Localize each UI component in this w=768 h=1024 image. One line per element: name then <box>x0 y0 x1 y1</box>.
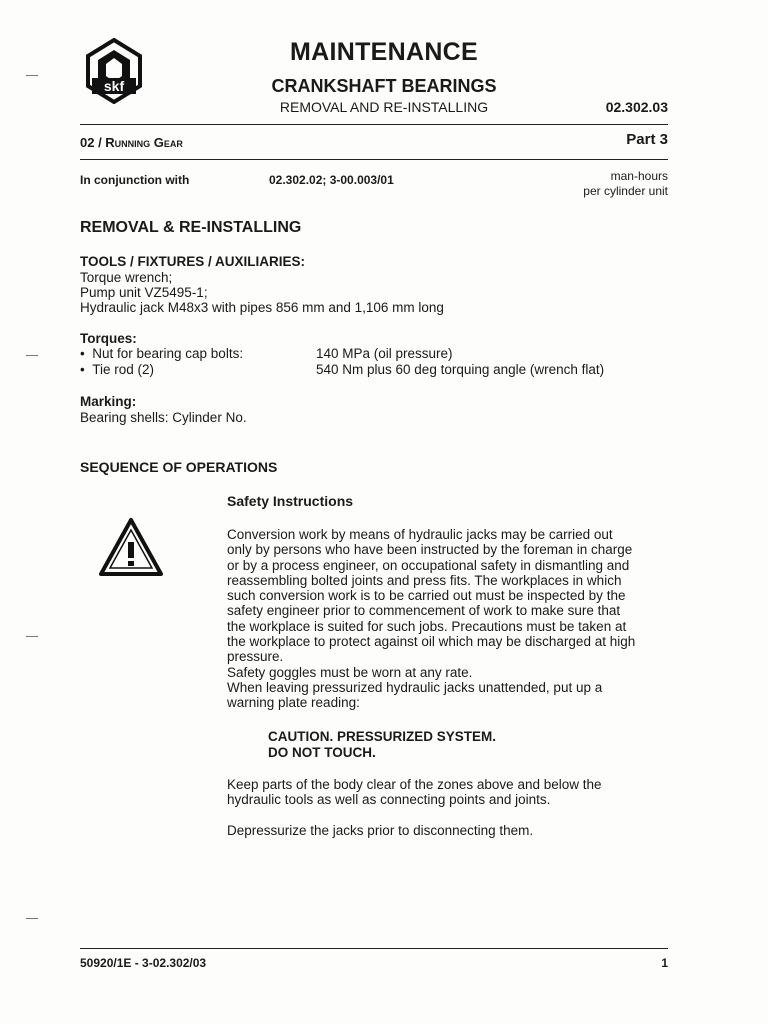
manhours-label: man-hours per cylinder unit <box>583 169 668 198</box>
safety-paragraph: Conversion work by means of hydraulic jacks may be carried out only by persons who have been instructed by the foreman in charge or by a process engineer, on occupational safety in dismantling and reassembling bolted joints and press fits. The workplaces in which such conversion work is to be carried out must be inspected by the safety engineer prior to commencement of work to make sure that the workplace is suited for such jobs. Precautions must be taken at the workplace to protect against oil which may be discharged at high pressure. Safety goggles must be worn at any rate. When leaving pressurized hydraulic jacks unattended, put up a warning plate reading: <box>227 527 636 711</box>
header-divider <box>80 124 668 125</box>
footer-divider <box>80 948 668 949</box>
torque-value: 140 MPa (oil pressure) <box>316 346 453 361</box>
group-label: 02 / Running Gear <box>80 135 183 150</box>
torque-item: • Tie rod (2) <box>80 362 154 377</box>
bullet-icon: • <box>80 346 93 361</box>
part-label: Part 3 <box>626 131 668 148</box>
marking-heading: Marking: <box>80 394 137 409</box>
safety-heading: Safety Instructions <box>227 493 354 509</box>
page-number: 1 <box>661 956 668 970</box>
margin-mark <box>26 636 38 637</box>
bullet-icon: • <box>80 362 93 377</box>
page-subtitle-secondary: REMOVAL AND RE-INSTALLING <box>279 99 489 115</box>
torque-item: • Nut for bearing cap bolts: <box>80 346 244 361</box>
page-title: MAINTENANCE <box>289 38 479 66</box>
conjunction-refs: 02.302.02; 3-00.003/01 <box>269 173 394 187</box>
tool-item: Torque wrench; <box>80 270 173 285</box>
section-heading: REMOVAL & RE-INSTALLING <box>80 219 302 236</box>
body-clear-paragraph: Keep parts of the body clear of the zones above and below the hydraulic tools as well as connecting points and joints. <box>227 777 602 808</box>
document-number: 02.302.03 <box>605 99 668 115</box>
tools-heading: TOOLS / FIXTURES / AUXILIARIES: <box>80 254 306 269</box>
margin-mark <box>26 75 38 76</box>
page-subtitle: CRANKSHAFT BEARINGS <box>271 76 497 96</box>
group-divider <box>80 159 668 160</box>
torques-heading: Torques: <box>80 331 137 346</box>
tool-item: Pump unit VZ5495-1; <box>80 285 208 300</box>
footer-code: 50920/1E - 3-02.302/03 <box>80 956 207 970</box>
margin-mark <box>26 355 38 356</box>
logo-text: skf <box>103 78 125 94</box>
warning-triangle-icon <box>98 517 164 577</box>
marking-text: Bearing shells: Cylinder No. <box>80 410 247 425</box>
conjunction-label: In conjunction with <box>80 173 190 187</box>
sequence-heading: SEQUENCE OF OPERATIONS <box>80 459 278 475</box>
tool-item: Hydraulic jack M48x3 with pipes 856 mm and 1,106 mm long <box>80 300 444 315</box>
caution-text: CAUTION. PRESSURIZED SYSTEM. DO NOT TOUCH. <box>268 729 497 760</box>
margin-mark <box>26 918 38 919</box>
depressurize-paragraph: Depressurize the jacks prior to disconnecting them. <box>227 823 534 838</box>
torque-value: 540 Nm plus 60 deg torquing angle (wrench flat) <box>316 362 605 377</box>
